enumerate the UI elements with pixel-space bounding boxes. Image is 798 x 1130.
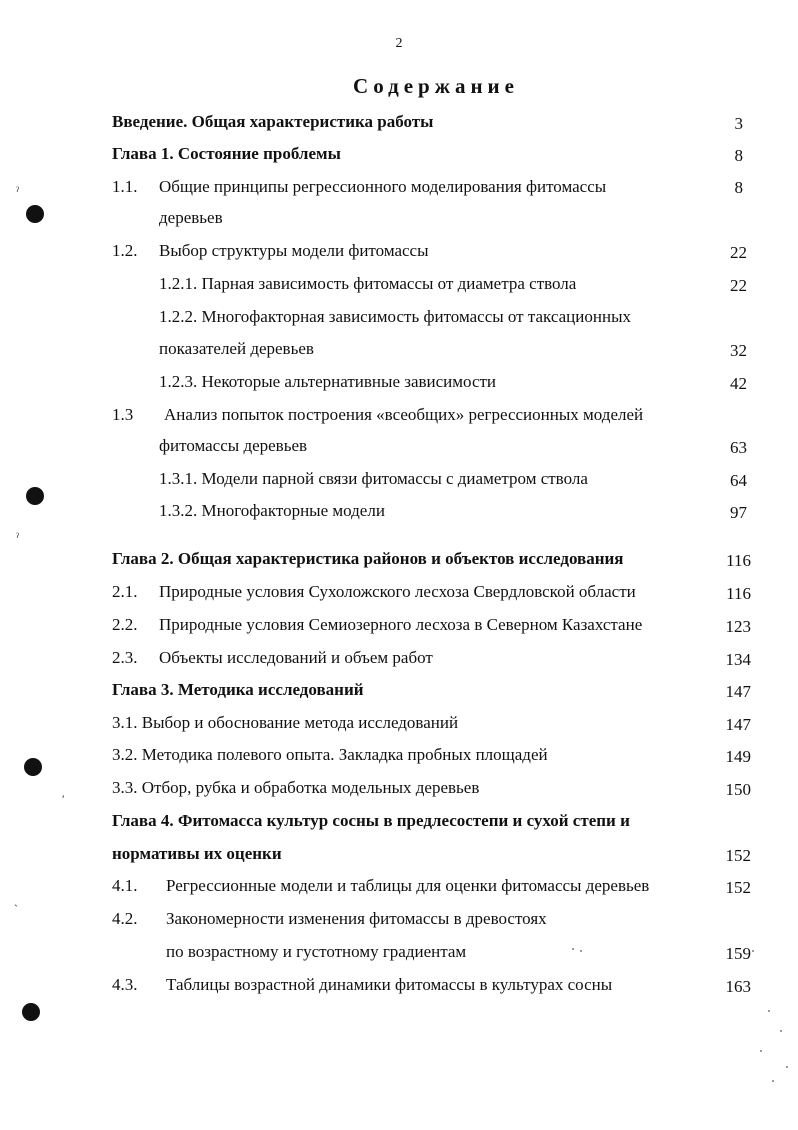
page-number: 2	[395, 36, 403, 51]
toc-item-1-3: Анализ попыток построения «всеобщих» регрессионных моделей	[164, 405, 644, 424]
toc-item-4-2: Закономерности изменения фитомассы в древостоях	[166, 909, 547, 928]
scan-speck	[768, 1010, 770, 1012]
toc-item-chapter-2: Глава 2. Общая характеристика районов и объектов исследования	[112, 549, 624, 568]
toc-page-4-2: 159	[725, 944, 751, 963]
toc-item-2-3: Объекты исследований и объем работ	[159, 648, 433, 667]
toc-page-1-2-1: 22	[730, 276, 747, 295]
scan-mark: ˀ	[16, 530, 19, 544]
toc-page-chapter-1: 8	[734, 146, 743, 165]
toc-number-1-2: 1.2.	[112, 241, 138, 260]
scan-speck	[752, 950, 754, 952]
toc-item-1-3-2: 1.3.2. Многофакторные модели	[159, 501, 385, 520]
toc-item-1-2-2-cont: показателей деревьев	[159, 339, 314, 358]
toc-item-chapter-4: Глава 4. Фитомасса культур сосны в предлесостепи и сухой степи и	[112, 811, 630, 830]
toc-page-1-1: 8	[734, 178, 743, 197]
toc-item-chapter-3: Глава 3. Методика исследований	[112, 680, 364, 699]
toc-item-3-3: 3.3. Отбор, рубка и обработка модельных деревьев	[112, 778, 480, 797]
scan-speck	[580, 950, 582, 952]
toc-item-4-2-cont: по возрастному и густотному градиентам	[166, 942, 467, 961]
toc-page-3-3: 150	[725, 780, 751, 799]
scan-mark: ˎ	[14, 893, 18, 907]
toc-item-1-3-cont: фитомассы деревьев	[159, 436, 308, 455]
toc-page-chapter-2: 116	[726, 551, 751, 570]
toc-item-3-2: 3.2. Методика полевого опыта. Закладка пробных площадей	[112, 745, 548, 764]
toc-item-4-3: Таблицы возрастной динамики фитомассы в культурах сосны	[166, 975, 613, 994]
toc-item-1-2: Выбор структуры модели фитомассы	[159, 241, 429, 260]
toc-number-2-2: 2.2.	[112, 615, 138, 634]
toc-page-2-1: 116	[726, 584, 751, 603]
toc-item-1-2-3: 1.2.3. Некоторые альтернативные зависимости	[159, 372, 497, 391]
toc-page-2-2: 123	[725, 617, 751, 636]
scan-speck	[786, 1066, 788, 1068]
toc-page-chapter-3: 147	[725, 682, 751, 701]
toc-page-2-3: 134	[725, 650, 751, 669]
toc-page-4-1: 152	[725, 878, 751, 897]
binder-hole	[22, 1003, 40, 1021]
toc-page-3-1: 147	[725, 715, 751, 734]
toc-number-4-1: 4.1.	[112, 876, 138, 895]
scan-mark: ′	[62, 792, 65, 806]
toc-item-introduction: Введение. Общая характеристика работы	[112, 112, 434, 131]
toc-item-chapter-4-cont: нормативы их оценки	[112, 844, 282, 863]
toc-item-1-1: Общие принципы регрессионного моделирования фитомассы	[159, 177, 607, 196]
toc-number-2-3: 2.3.	[112, 648, 138, 667]
toc-item-1-2-2: 1.2.2. Многофакторная зависимость фитомассы от таксационных	[159, 307, 631, 326]
toc-item-2-2: Природные условия Семиозерного лесхоза в Северном Казахстане	[159, 615, 643, 634]
toc-item-2-1: Природные условия Сухоложского лесхоза Свердловской области	[159, 582, 636, 601]
toc-page-chapter-4: 152	[725, 846, 751, 865]
toc-page-introduction: 3	[734, 114, 743, 133]
toc-item-chapter-1: Глава 1. Состояние проблемы	[112, 144, 341, 163]
toc-item-1-3-1: 1.3.1. Модели парной связи фитомассы с диаметром ствола	[159, 469, 588, 488]
scan-speck	[780, 1030, 782, 1032]
toc-page-3-2: 149	[725, 747, 751, 766]
scan-speck	[572, 948, 574, 950]
page-title: Содержание	[353, 74, 519, 98]
binder-hole	[26, 205, 44, 223]
toc-page-1-3: 63	[730, 438, 747, 457]
binder-hole	[26, 487, 44, 505]
toc-item-1-1-cont: деревьев	[159, 208, 223, 227]
scan-speck	[772, 1080, 774, 1082]
toc-item-1-2-1: 1.2.1. Парная зависимость фитомассы от диаметра ствола	[159, 274, 577, 293]
toc-number-2-1: 2.1.	[112, 582, 138, 601]
toc-page-1-3-1: 64	[730, 471, 747, 490]
toc-page-1-2: 22	[730, 243, 747, 262]
scan-speck	[760, 1050, 762, 1052]
toc-number-1-1: 1.1.	[112, 177, 138, 196]
binder-hole	[24, 758, 42, 776]
toc-item-3-1: 3.1. Выбор и обоснование метода исследований	[112, 713, 459, 732]
toc-number-4-2: 4.2.	[112, 909, 138, 928]
toc-page-1-3-2: 97	[730, 503, 747, 522]
toc-page-1-2-2: 32	[730, 341, 747, 360]
toc-page-4-3: 163	[725, 977, 751, 996]
toc-item-4-1: Регрессионные модели и таблицы для оценки фитомассы деревьев	[166, 876, 650, 895]
toc-page-1-2-3: 42	[730, 374, 747, 393]
toc-number-4-3: 4.3.	[112, 975, 138, 994]
toc-number-1-3: 1.3	[112, 405, 134, 424]
scan-mark: ˀ	[16, 184, 19, 198]
